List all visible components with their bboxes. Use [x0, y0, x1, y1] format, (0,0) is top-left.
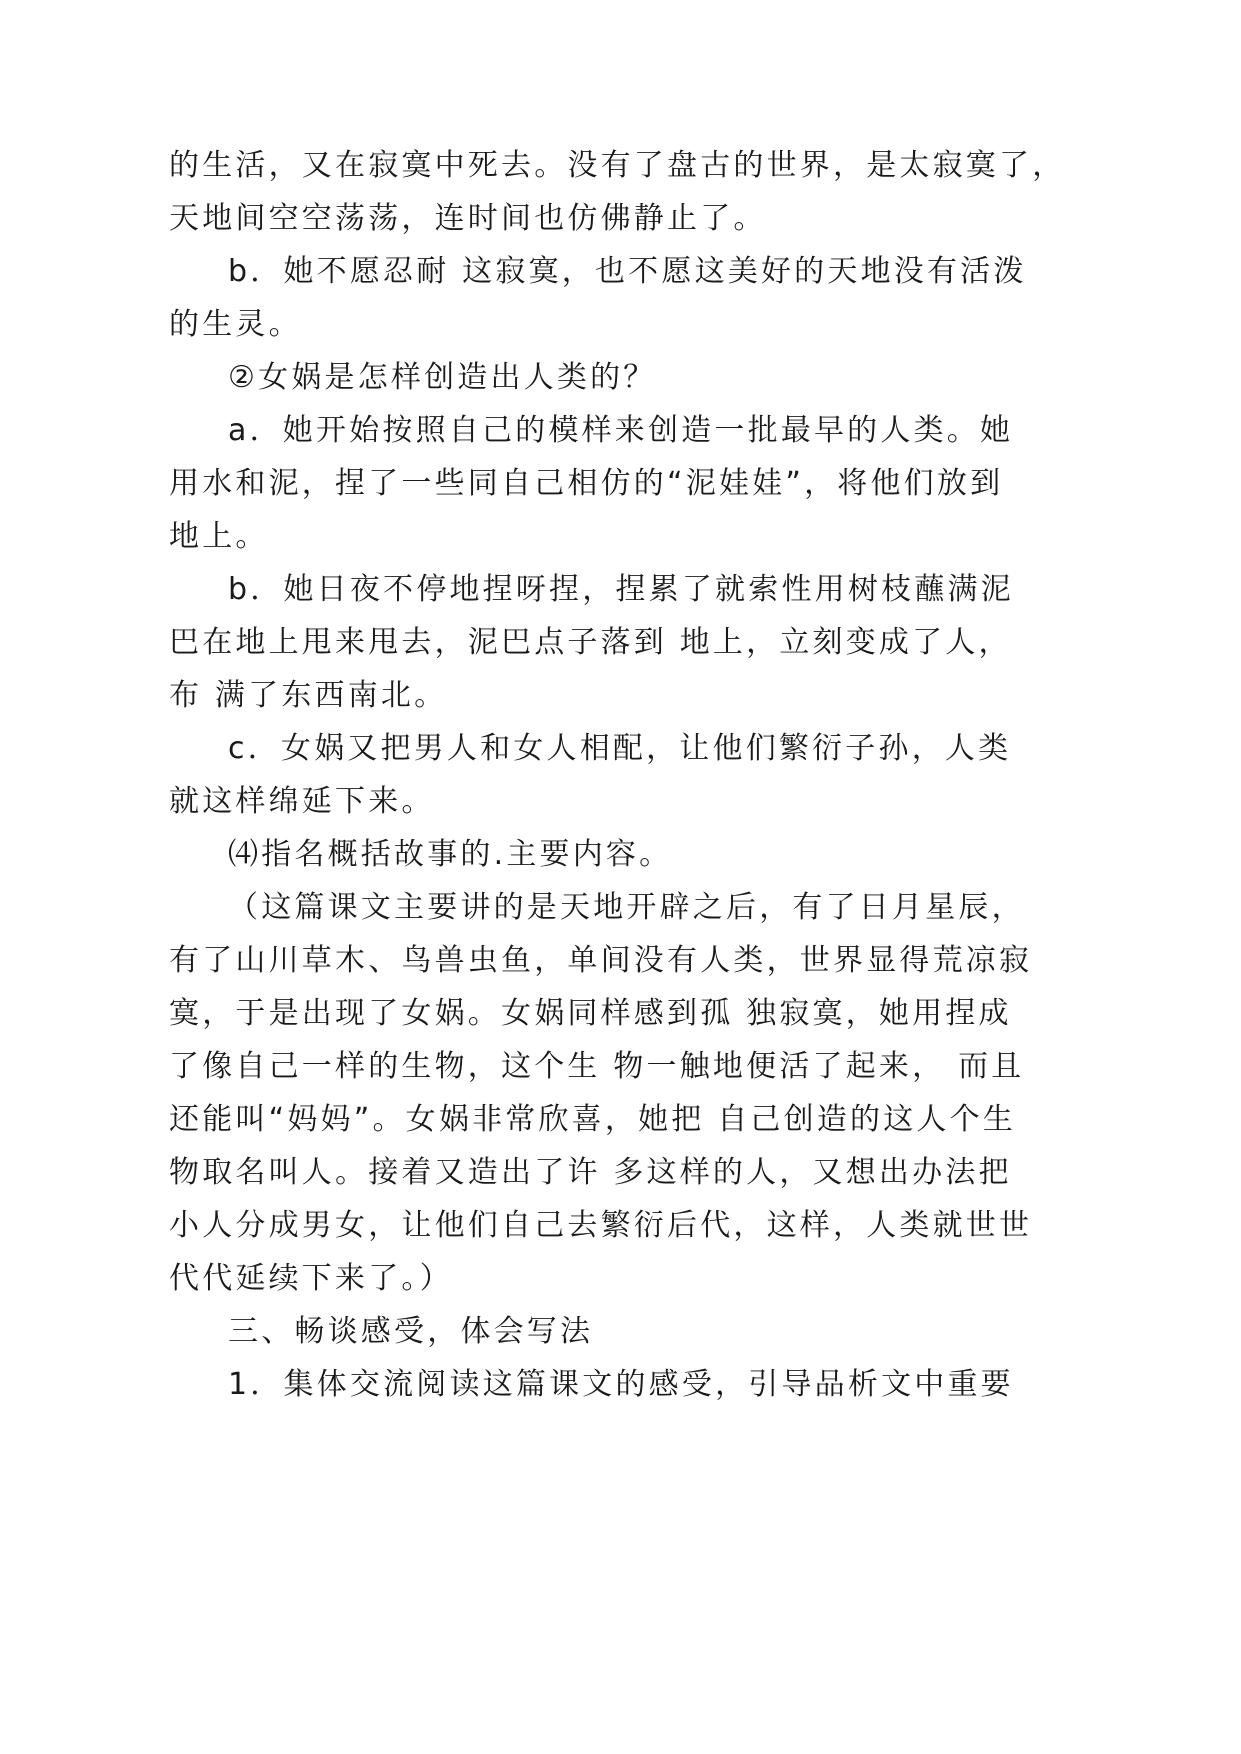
- text-line: 小人分成男女，让他们自己去繁衍后代，这样，人类就世世: [169, 1208, 1033, 1243]
- text-line: 地上。: [169, 519, 269, 554]
- text-line: 物取名叫人。接着又造出了许 多这样的人，又想出办法把: [169, 1155, 1012, 1190]
- text-line: ⑷指名概括故事的.主要内容。: [228, 837, 673, 872]
- text-line: 有了山川草木、鸟兽虫鱼，单间没有人类，世界显得荒凉寂: [169, 943, 1033, 978]
- text-line: 1．集体交流阅读这篇课文的感受，引导品析文中重要: [228, 1367, 1014, 1402]
- text-line: 用水和泥，捏了一些同自己相仿的“泥娃娃”，将他们放到: [169, 466, 1004, 501]
- text-line: 的生灵。: [169, 307, 302, 342]
- text-line: 就这样绵延下来。: [169, 784, 435, 819]
- text-line: （这篇课文主要讲的是天地开辟之后，有了日月星辰，: [228, 890, 1025, 925]
- text-line: 巴在地上甩来甩去，泥巴点子落到 地上，立刻变成了人，: [169, 625, 1012, 660]
- text-line: ②女娲是怎样创造出人类的？: [228, 360, 657, 395]
- text-line: 的生活，又在寂寞中死去。没有了盘古的世界，是太寂寞了，: [169, 148, 1066, 183]
- text-line: 天地间空空荡荡，连时间也仿佛静止了。: [169, 201, 767, 236]
- text-line: 了像自己一样的生物，这个生 物一触地便活了起来， 而且: [169, 1049, 1025, 1084]
- text-line: a．她开始按照自己的模样来创造一批最早的人类。她: [228, 413, 1014, 448]
- text-line: 代代延续下来了。）: [169, 1261, 453, 1296]
- text-line: 还能叫“妈妈”。女娲非常欣喜，她把 自己创造的这人个生: [169, 1102, 1017, 1137]
- text-line: 布 满了东西南北。: [169, 678, 448, 713]
- text-line: b．她日夜不停地捏呀捏，捏累了就索性用树枝蘸满泥: [228, 572, 1014, 607]
- text-line: c．女娲又把男人和女人相配，让他们繁衍子孙，人类: [228, 731, 1012, 766]
- section-heading: 三、畅谈感受，体会写法: [228, 1314, 594, 1349]
- text-line: b．她不愿忍耐 这寂寞，也不愿这美好的天地没有活泼: [228, 254, 1027, 289]
- text-line: 寞，于是出现了女娲。女娲同样感到孤 独寂寞，她用捏成: [169, 996, 1012, 1031]
